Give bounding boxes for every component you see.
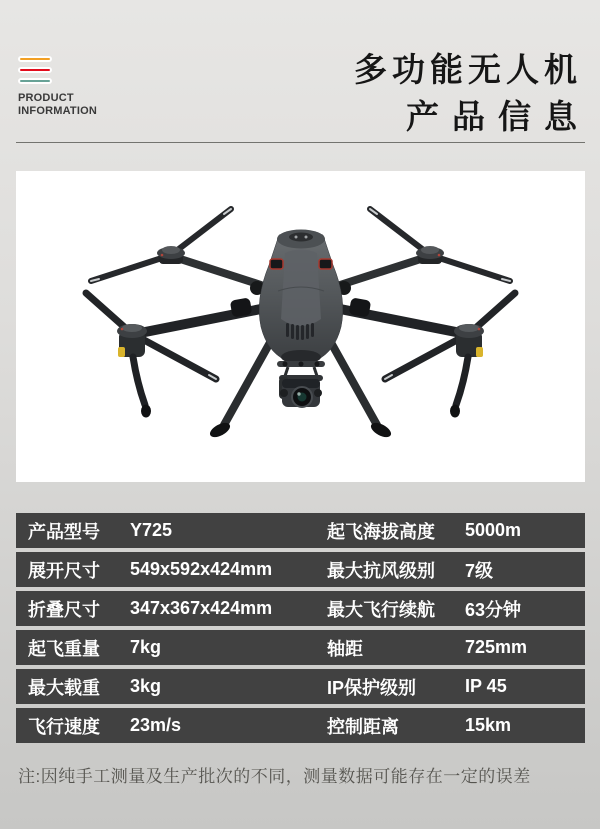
logo-bar-orange-icon bbox=[18, 56, 52, 62]
spec-value: 3kg bbox=[130, 676, 162, 696]
spec-label: 控制距离 bbox=[327, 716, 399, 737]
spec-value: 5000m bbox=[465, 520, 522, 540]
spec-value: 15km bbox=[465, 715, 512, 735]
spec-label: 折叠尺寸 bbox=[28, 599, 100, 620]
brand-logo bbox=[18, 56, 97, 118]
title-line2: 产品信息 bbox=[406, 98, 590, 135]
spec-value: 7级 bbox=[465, 560, 494, 581]
spec-value: IP 45 bbox=[465, 676, 507, 696]
table-row bbox=[16, 552, 585, 587]
spec-label: 飞行速度 bbox=[28, 716, 100, 737]
table-row bbox=[16, 669, 585, 704]
spec-value: Y725 bbox=[130, 520, 173, 540]
spec-value: 549x592x424mm bbox=[130, 559, 273, 579]
spec-value: 63分钟 bbox=[465, 599, 522, 620]
spec-label: IP保护级别 bbox=[327, 677, 417, 698]
spec-label: 起飞海拔高度 bbox=[327, 521, 435, 542]
drone-rear-foot-left bbox=[141, 405, 151, 418]
spec-label: 最大载重 bbox=[28, 677, 100, 698]
drone-rear-foot-right bbox=[450, 405, 460, 418]
spec-label: 最大抗风级别 bbox=[327, 560, 435, 581]
footnote: 注:因纯手工测量及生产批次的不同，测量数据可能存在一定的误差 bbox=[18, 767, 531, 786]
page-title bbox=[354, 46, 590, 140]
logo-bar-red-icon bbox=[18, 67, 52, 73]
table-row bbox=[16, 513, 585, 548]
spec-value: 347x367x424mm bbox=[130, 598, 273, 618]
spec-label: 起飞重量 bbox=[28, 638, 100, 659]
spec-value: 23m/s bbox=[130, 715, 182, 735]
spec-label: 最大飞行续航 bbox=[327, 599, 435, 620]
header-divider bbox=[16, 142, 585, 143]
brand-line2: INFORMATION bbox=[18, 105, 97, 117]
table-row bbox=[16, 708, 585, 743]
logo-bar-teal-icon bbox=[18, 78, 52, 84]
spec-value: 7kg bbox=[130, 637, 162, 657]
drone-gimbal-camera bbox=[277, 361, 325, 407]
specs-table bbox=[16, 513, 585, 743]
spec-value: 725mm bbox=[465, 637, 528, 657]
spec-label: 产品型号 bbox=[28, 521, 100, 542]
spec-label: 轴距 bbox=[327, 638, 363, 659]
header bbox=[0, 0, 600, 142]
spec-label: 展开尺寸 bbox=[28, 560, 100, 581]
drone-body bbox=[259, 230, 343, 365]
brand-text bbox=[18, 92, 97, 118]
table-row bbox=[16, 591, 585, 626]
title-line1: 多功能无人机 bbox=[354, 51, 582, 88]
drone-image bbox=[16, 171, 585, 482]
product-image-panel bbox=[16, 171, 585, 482]
table-row bbox=[16, 630, 585, 665]
brand-line1: PRODUCT bbox=[18, 92, 74, 104]
